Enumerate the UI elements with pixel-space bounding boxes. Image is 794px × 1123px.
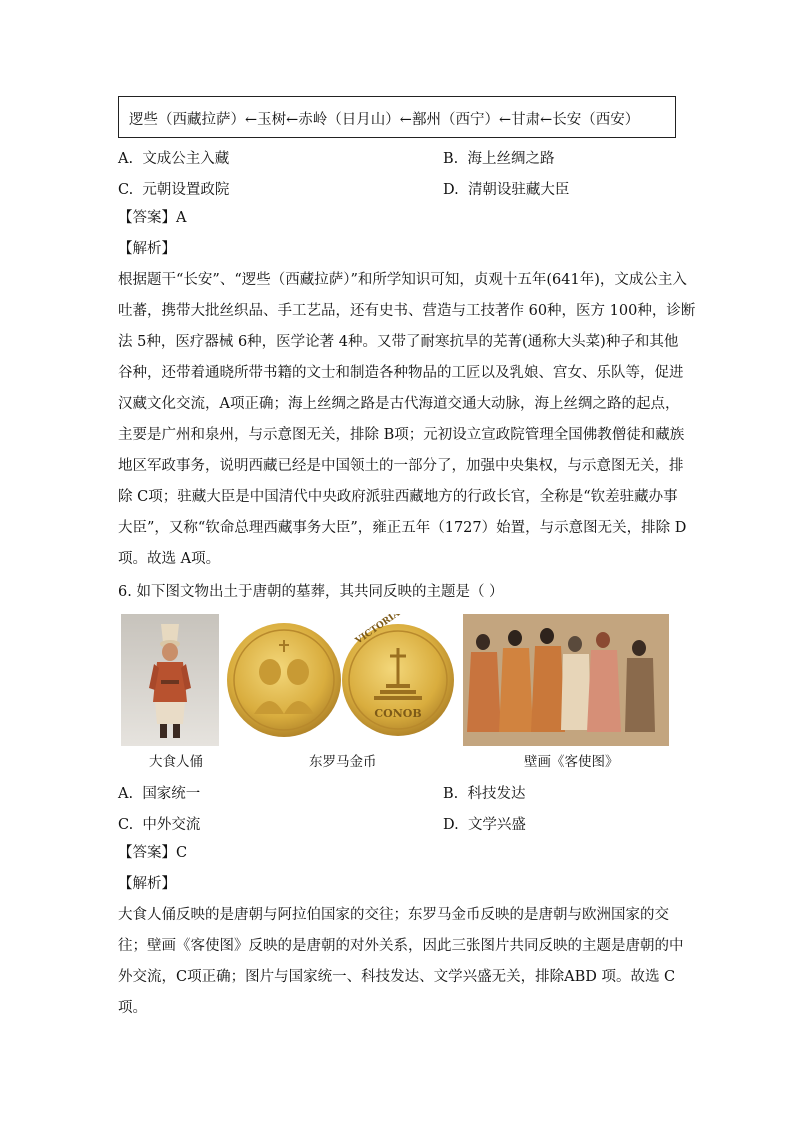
q5-analysis-heading: 【解析】	[118, 241, 176, 257]
q6-question: 6. 如下图文物出土于唐朝的墓葬，其共同反映的主题是（ ）	[118, 584, 504, 600]
coins-caption: 东罗马金币	[309, 754, 377, 770]
q6-option-c: C. 中外交流	[118, 817, 201, 833]
q6-analysis-line: 项。	[118, 1000, 147, 1016]
q5-analysis-line: 根据题干“长安”、“逻些（西藏拉萨）”和所学知识可知，贞观十五年(641年)，文成公主入	[118, 272, 687, 288]
mural-caption: 壁画《客使图》	[524, 754, 619, 770]
q5-analysis-line: 大臣”，又称“钦命总理西藏事务大臣”，雍正五年（1727）始置，与示意图无关，排除 D	[118, 520, 687, 536]
q5-analysis-line: 地区军政事务，说明西藏已经是中国领土的一部分了，加强中央集权，与示意图无关，排	[118, 458, 684, 474]
q5-analysis-line: 吐蕃，携带大批丝织品、手工艺品，还有史书、营造与工技著作 60种，医方 100种，诊断	[118, 303, 696, 319]
q5-option-a: A. 文成公主入藏	[118, 151, 230, 167]
figurine-image	[121, 614, 219, 746]
q6-option-a: A. 国家统一	[118, 786, 201, 802]
q6-answer: 【答案】C	[118, 845, 188, 861]
coins-image	[226, 614, 456, 746]
q5-analysis-line: 法 5种，医疗器械 6种，医学论著 4种。又带了耐寒抗旱的芜菁(通称大头菜)种子和其他	[118, 334, 679, 350]
q5-analysis-line: 汉藏文化交流，A项正确；海上丝绸之路是古代海道交通大动脉，海上丝绸之路的起点，	[118, 396, 680, 412]
route-diagram-box	[118, 96, 676, 138]
q5-analysis-line: 谷种，还带着通晓所带书籍的文士和制造各种物品的工匠以及乳娘、宫女、乐队等，促进	[118, 365, 684, 381]
q6-analysis-line: 大食人俑反映的是唐朝与阿拉伯国家的交往；东罗马金币反映的是唐朝与欧洲国家的交	[118, 907, 669, 923]
q5-analysis-line: 项。故选 A项。	[118, 551, 221, 567]
coin-exergue-text: CONOB	[374, 707, 422, 720]
q6-analysis-line: 外交流，C项正确；图片与国家统一、科技发达、文学兴盛无关，排除ABD 项。故选 C	[118, 969, 676, 985]
q5-analysis-line: 主要是广州和泉州，与示意图无关，排除 B项；元初设立宣政院管理全国佛教僧徒和藏族	[118, 427, 685, 443]
q5-answer: 【答案】A	[118, 210, 187, 226]
q5-option-b: B. 海上丝绸之路	[443, 151, 555, 167]
q5-option-c: C. 元朝设置政院	[118, 182, 230, 198]
route-text: 逻些（西藏拉萨）←玉树←赤岭（日月山）←鄯州（西宁）←甘肃←长安（西安）	[129, 112, 640, 128]
figurine-caption: 大食人俑	[149, 754, 203, 770]
q6-analysis-line: 往；壁画《客使图》反映的是唐朝的对外关系，因此三张图片共同反映的主题是唐朝的中	[118, 938, 684, 954]
q6-analysis-heading: 【解析】	[118, 876, 176, 892]
mural-image	[463, 614, 669, 746]
q6-option-b: B. 科技发达	[443, 786, 526, 802]
q5-option-d: D. 清朝设驻藏大臣	[443, 182, 570, 198]
q5-analysis-line: 除 C项；驻藏大臣是中国清代中央政府派驻西藏地方的行政长官，全称是“钦差驻藏办事	[118, 489, 678, 505]
q6-option-d: D. 文学兴盛	[443, 817, 526, 833]
